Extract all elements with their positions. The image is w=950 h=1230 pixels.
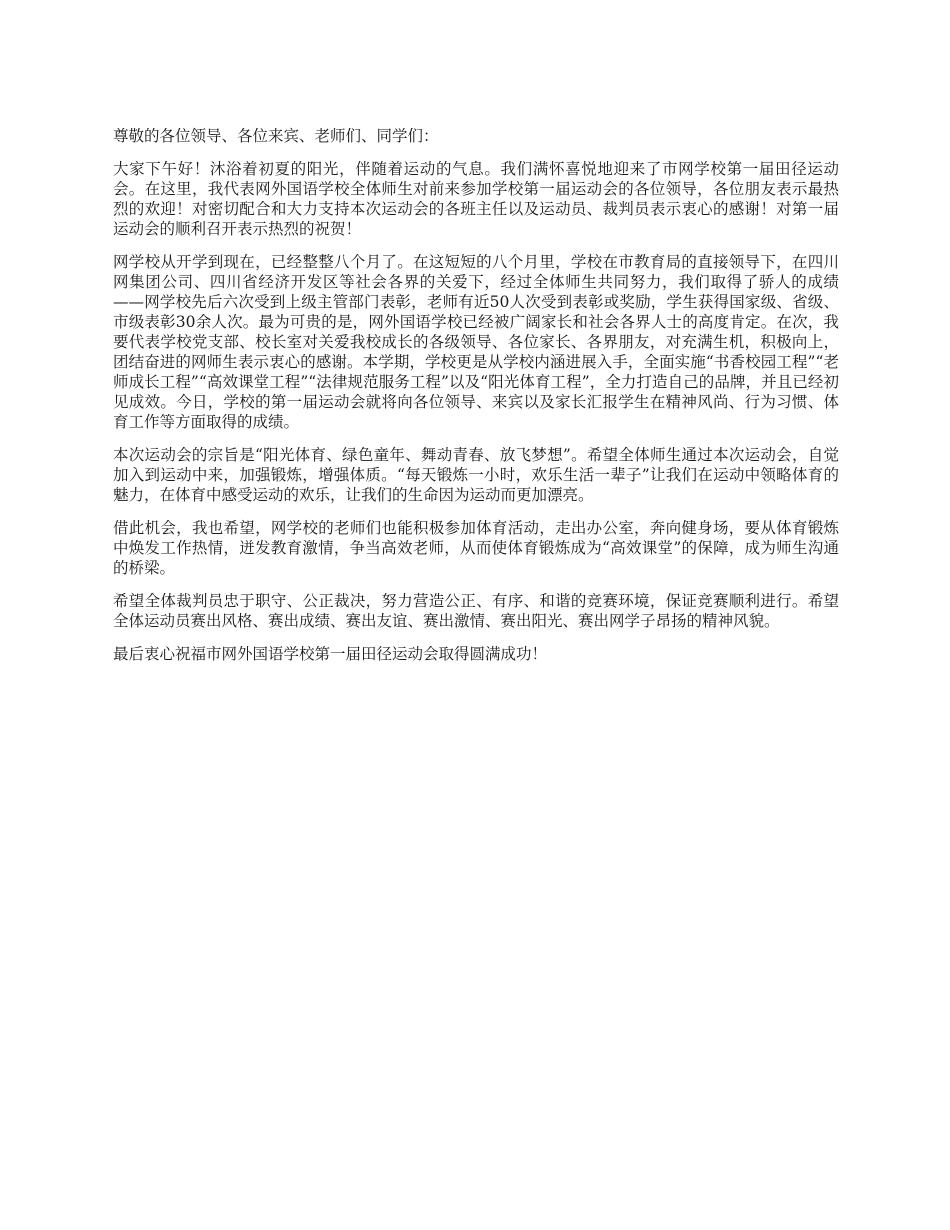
paragraph-referees-athletes: 希望全体裁判员忠于职守、公正裁决，努力营造公正、有序、和谐的竞赛环境，保证竞赛顺利进行。希望全体运动员赛出风格、赛出成绩、赛出友谊、赛出激情、赛出阳光、赛出网学子昂扬的精神风貌。 [113,592,839,630]
paragraph-greeting: 大家下午好！沐浴着初夏的阳光，伴随着运动的气息。我们满怀喜悦地迎来了市网学校第一届田径运动会。在这里，我代表网外国语学校全体师生对前来参加学校第一届运动会的各位领导，各位朋友表示最热烈的欢迎！对密切配合和大力支持本次运动会的各班主任以及运动员、裁判员表示衷心的感谢！对第一届运动会的顺利召开表示热烈的祝贺！ [113,160,839,238]
paragraph-purpose: 本次运动会的宗旨是“阳光体育、绿色童年、舞动青春、放飞梦想”。希望全体师生通过本次运动会，自觉加入到运动中来，加强锻炼，增强体质。“每天锻炼一小时，欢乐生活一辈子”让我们在运动中领略体育的魅力，在体育中感受运动的欢乐，让我们的生命因为运动而更加漂亮。 [113,446,839,504]
paragraph-teachers: 借此机会，我也希望，网学校的老师们也能积极参加体育活动，走出办公室，奔向健身场，要从体育锻炼中焕发工作热情，迸发教育激情，争当高效老师，从而使体育锻炼成为“高效课堂”的保障，成为师生沟通的桥梁。 [113,519,839,577]
paragraph-closing: 最后衷心祝福市网外国语学校第一届田径运动会取得圆满成功！ [113,645,548,663]
paragraph-achievements: 网学校从开学到现在，已经整整八个月了。在这短短的八个月里，学校在市教育局的直接领导下，在四川网集团公司、四川省经济开发区等社会各界的关爱下，经过全体师生共同努力，我们取得了骄人的成绩——网学校先后六次受到上级主管部门表彰，老师有近50人次受到表彰或奖励，学生获得国家级、省级、市级表彰30余人次。最为可贵的是，网外国语学校已经被广阔家长和社会各界人士的高度肯定。在次，我要代表学校党支部、校长室对关爱我校成长的各级领导、各位家长、各界朋友，对充满生机，积极向上，团结奋进的网师生表示衷心的感谢。本学期，学校更是从学校内涵进展入手，全面实施“书香校园工程”“老师成长工程”“高效课堂工程”“法律规范服务工程”以及“阳光体育工程”，全力打造自己的品牌，并且已经初见成效。今日，学校的第一届运动会就将向各位领导、来宾以及家长汇报学生在精神风尚、行为习惯、体育工作等方面取得的成绩。 [113,253,839,431]
salutation: 尊敬的各位领导、各位来宾、老师们、同学们： [113,127,439,145]
document-body [113,126,839,677]
